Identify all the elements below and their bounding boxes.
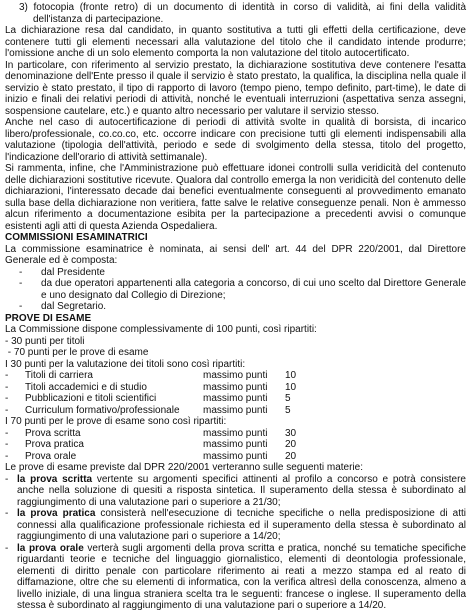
commissione-intro: La commissione esaminatrice è nominata, ai sensi dell' art. 44 del DPR 220/2001, dal Direttore Generale ed è composta: — [5, 243, 466, 266]
intro-item-number: 3) — [19, 2, 28, 13]
materia-title: la prova pratica — [17, 508, 96, 519]
commissione-member: - dal Presidente — [19, 266, 105, 278]
commissione-member: - dal Segretario. — [19, 301, 107, 312]
materia-text: consisterà nell'esecuzione di tecniche specifiche o nella predisposizione di atti connessi alla qualificazione professionale richiesta ed il superamento della stessa è subordinato al raggiungimento di una valutazione pari o superiore a 14/20; — [17, 508, 466, 542]
heading-commissioni: COMMISSIONI ESAMINATRICI — [5, 232, 148, 243]
heading-prove: PROVE DI ESAME — [5, 312, 92, 324]
titoli-row: - Pubblicazioni e titoli scientifici massimo punti 5 — [5, 393, 291, 404]
commissione-member: - da due operatori appartenenti alla categoria a concorso, di cui uno scelto dal Direttore Generale e uno designato dal Collegio di Direzione; — [19, 278, 466, 301]
esame-row: - Prova scritta massimo punti 30 — [5, 427, 297, 439]
paragraph-borsista: Anche nel caso di autocertificazione di periodi di attività svolte in qualità di borsista, di incarico libero/professionale, co.co.co, etc. occorre indicare con precisione tutti gli elementi indispensabili alla valutazione (tipologia dell'attività, periodo e sede di svolgimento della stessa, titolo del progetto, l'indicazione dell'orario di attività settimanale). — [5, 117, 466, 163]
titoli-row: - Curriculum formativo/professionale massimo punti 5 — [5, 404, 291, 416]
intro-list-item — [5, 2, 466, 25]
materia-title: la prova scritta — [17, 473, 93, 485]
materia-text: vertente su argomenti specifici attinenti al profilo a concorso e potrà consistere anche nella soluzione di quesiti a risposta sintetica. Il superamento della stessa è subordinato al raggiungimento di una valutazione pari o superiore a 21/30; — [17, 473, 466, 508]
materia-item: - la prova orale verterà sugli argomenti della prova scritta e pratica, nonché su tematiche specifiche riguardanti teorie e tecniche del linguaggio giornalistico, elementi di deontologia professionale, elementi di diritto penale con particolare riferimento ai reati a mezzo stampa ed al reato di diffamazione, oltre che su elementi di informatica, con la verifica altresì della conoscenza, almeno a livello iniziale, di una lingua straniera scelta tra le seguenti: francese o inglese. Il superamento della stessa è subordinato al raggiungimento di una valutazione pari o superiore a 14/20. — [5, 542, 467, 611]
prove-split-titoli: - 30 punti per titoli — [5, 335, 85, 347]
materia-text: verterà sugli argomenti della prova scritta e pratica, nonché su tematiche specifiche riguardanti teorie e tecniche del linguaggio giornalistico, elementi di deontologia professionale, elementi di diritto penale con particolare riferimento ai reati a mezzo stampa ed al reato di diffamazione, oltre che su elementi di informatica, con la verifica altresì della conoscenza, almeno a livello iniziale, di una lingua straniera scelta tra le seguenti: francese o inglese. Il superamento della stessa è subordinato al raggiungimento di una valutazione pari o superiore a 14/20. — [17, 542, 467, 611]
esame-intro: I 70 punti per le prove di esame sono così ripartiti: — [5, 416, 227, 427]
titoli-row: - Titoli di carriera massimo punti 10 — [5, 370, 297, 381]
esame-row: - Prova orale massimo punti 20 — [5, 450, 297, 462]
materie-intro: Le prove di esame previste dal DPR 220/2001 verteranno sulle seguenti materie: — [5, 462, 363, 473]
materia-item: - la prova pratica consisterà nell'esecuzione di tecniche specifiche o nella predisposizione di atti connessi alla qualificazione professionale richiesta ed il superamento della stessa è subordinato al raggiungimento di una valutazione pari o superiore a 14/20; — [5, 508, 466, 542]
titoli-row: - Titoli accademici e di studio massimo punti 10 — [5, 381, 297, 393]
prove-split-esame: - 70 punti per le prove di esame — [5, 347, 149, 358]
paragraph-autocertification: La dichiarazione resa dal candidato, in quanto sostitutiva a tutti gli effetti della certificazione, deve contenere tutti gli elementi necessari alla valutazione del titolo che il candidato intende produrre; l'omissione anche di un solo elemento comporta la non valutazione del titolo autocertificato. — [5, 25, 466, 59]
paragraph-service: In particolare, con riferimento al servizio prestato, la dichiarazione sostitutiva deve contenere l'esatta denominazione dell'Ente presso il quale il servizio è stato prestato, la qualifica, la disciplina nella quale il servizio è stato prestato, il tipo di rapporto di lavoro (tempo pieno, tempo definito, part-time), le date di inizio e finali dei relativi periodi di attività, nonché le eventuali interruzioni (aspettativa senza assegni, sospensione cautelare, etc.) e quanto altro necessario per valutare il servizio stesso. — [5, 59, 466, 117]
titoli-intro: I 30 punti per la valutazione dei titoli sono così ripartiti: — [5, 358, 246, 370]
materia-item: - la prova scritta vertente su argomenti specifici attinenti al profilo a concorso e potrà consistere anche nella soluzione di quesiti a risposta sintetica. Il superamento della stessa è subordinato al raggiungimento di una valutazione pari o superiore a 21/30; — [5, 473, 466, 508]
paragraph-controls: Si rammenta, infine, che l'Amministrazione può effettuare idonei controlli sulla veridicità del contenuto delle dichiarazioni sostitutive ricevute. Qualora dal controllo emerga la non veridicità del contenuto delle dichiarazioni, l'interessato decade dai benefici eventualmente conseguenti al provvedimento emanato sulla base della dichiarazione non veritiera, fatte salve le relative conseguenze penali. Non è ammesso alcun riferimento a documentazione esibita per la partecipazione a precedenti avvisi o comunque esistenti agli atti di questa Azienda Ospedaliera. — [5, 163, 466, 232]
materia-title: la prova orale — [17, 542, 84, 554]
esame-row: - Prova pratica massimo punti 20 — [5, 439, 297, 450]
intro-item-text: fotocopia (fronte retro) di un documento di identità in corso di validità, ai fini della validità dell'istanza di partecipazione. — [33, 2, 467, 25]
prove-intro: La Commissione dispone complessivamente di 100 punti, così ripartiti: — [5, 324, 317, 335]
